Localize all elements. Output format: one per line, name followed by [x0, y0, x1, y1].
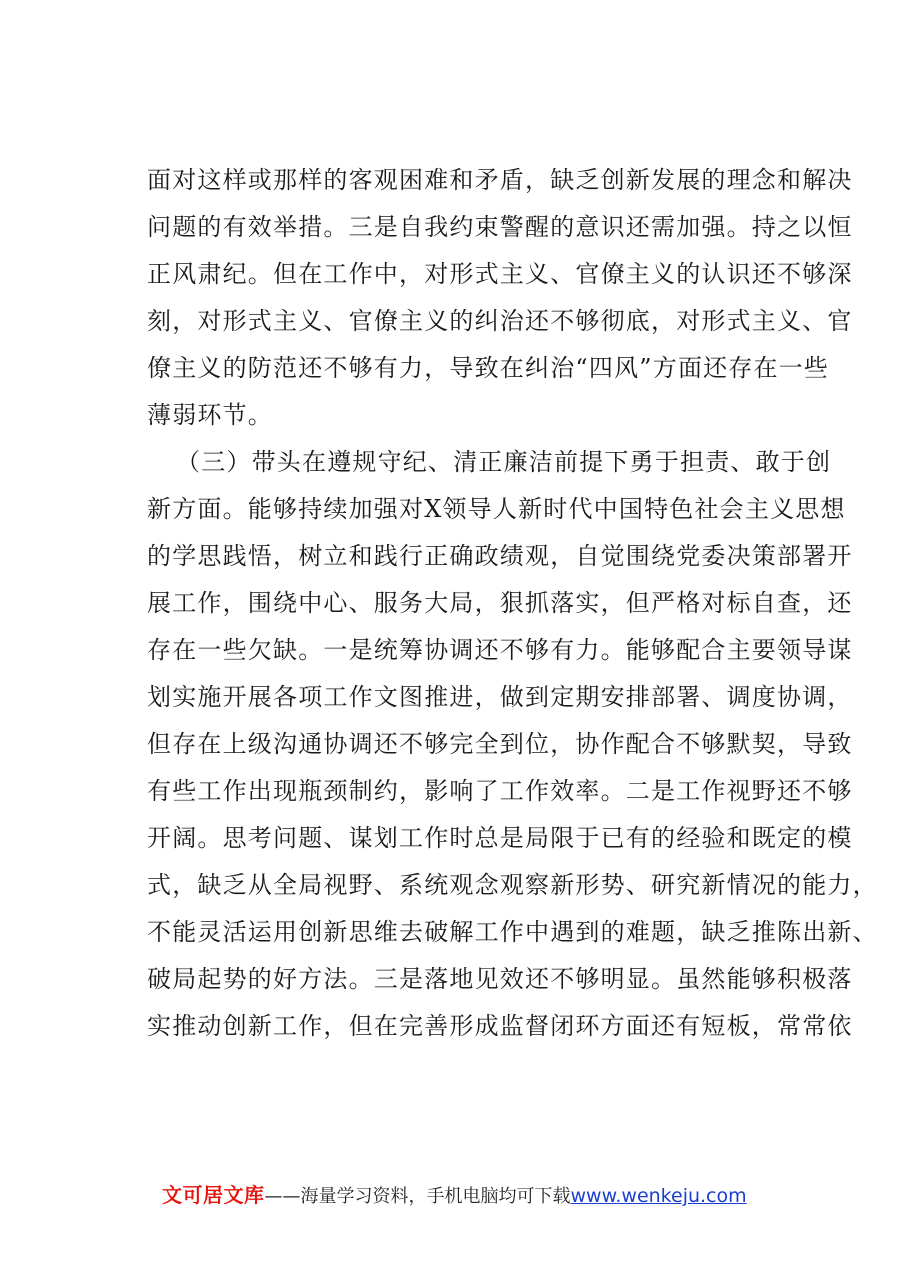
- text-line: 划实施开展各项工作文图推进，做到定期安排部署、调度协调，: [147, 683, 853, 711]
- footer-site-link[interactable]: www.wenkeju.com: [570, 1185, 747, 1207]
- section-heading-line: （三）带头在遵规守纪、清正廉洁前提下勇于担责、敢于创: [176, 448, 832, 476]
- text-line: 展工作，围绕中心、服务大局，狠抓落实，但严格对标自查，还: [147, 589, 853, 617]
- text-line: 新方面。能够持续加强对X领导人新时代中国特色社会主义思想: [147, 495, 846, 523]
- text-line: 存在一些欠缺。一是统筹协调还不够有力。能够配合主要领导谋: [147, 636, 853, 664]
- text-line: 不能灵活运用创新思维去破解工作中遇到的难题，缺乏推陈出新、: [147, 918, 878, 946]
- text-line: 实推动创新工作，但在完善形成监督闭环方面还有短板，常常依: [147, 1012, 853, 1040]
- text-line: 问题的有效举措。三是自我约束警醒的意识还需加强。持之以恒: [147, 213, 853, 241]
- text-line: 正风肃纪。但在工作中，对形式主义、官僚主义的认识还不够深: [147, 260, 853, 288]
- text-line: 破局起势的好方法。三是落地见效还不够明显。虽然能够积极落: [147, 965, 853, 993]
- footer-banner: [162, 1182, 747, 1210]
- footer-tagline: ——海量学习资料，手机电脑均可下载: [264, 1186, 571, 1207]
- text-line: 薄弱环节。: [147, 401, 273, 429]
- text-line: 刻，对形式主义、官僚主义的纠治还不够彻底，对形式主义、官: [147, 307, 853, 335]
- text-line: 僚主义的防范还不够有力，导致在纠治“四风”方面还存在一些: [147, 354, 830, 382]
- text-line: 有些工作出现瓶颈制约，影响了工作效率。二是工作视野还不够: [147, 777, 853, 805]
- footer-brand: 文可居文库: [162, 1183, 265, 1207]
- text-line: 开阔。思考问题、谋划工作时总是局限于已有的经验和既定的模: [147, 824, 853, 852]
- text-line: 式，缺乏从全局视野、系统观念观察新形势、研究新情况的能力，: [147, 871, 878, 899]
- text-line: 面对这样或那样的客观困难和矛盾，缺乏创新发展的理念和解决: [147, 166, 853, 194]
- text-line: 的学思践悟，树立和践行正确政绩观，自觉围绕党委决策部署开: [147, 542, 853, 570]
- text-line: 但存在上级沟通协调还不够完全到位，协作配合不够默契，导致: [147, 730, 853, 758]
